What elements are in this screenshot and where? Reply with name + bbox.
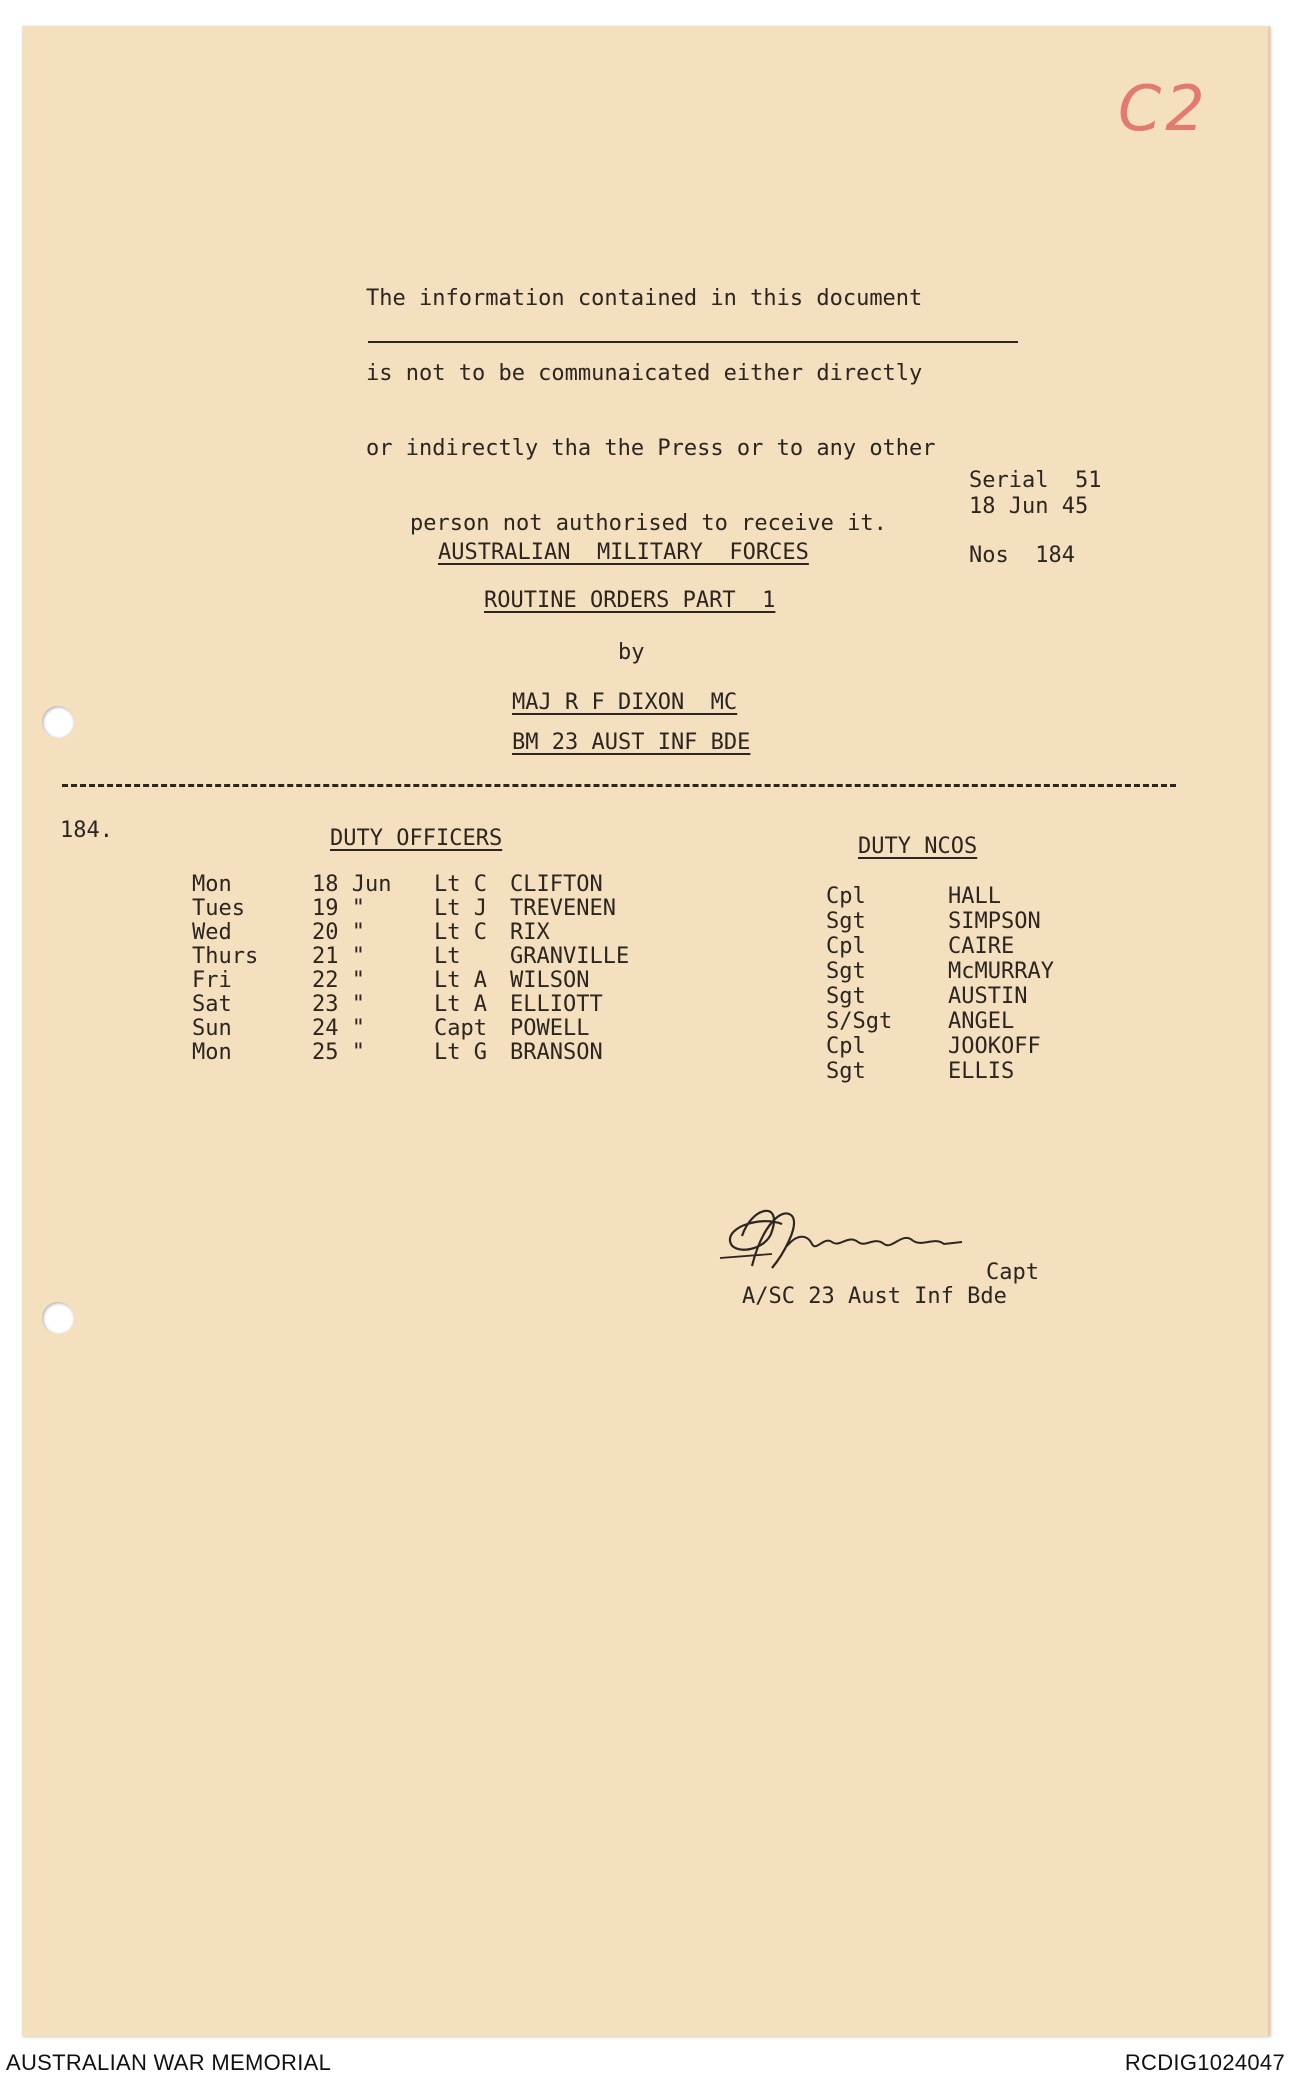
officer-name: POWELL	[510, 1016, 590, 1041]
notice-line-2: is not to be communaicated either directly	[366, 361, 923, 386]
date: 21 "	[312, 944, 365, 969]
notice-underline	[368, 341, 1018, 343]
duty-ncos-title: DUTY NCOS	[858, 834, 978, 859]
order-number: 184.	[60, 818, 113, 843]
rank: Capt	[434, 1016, 487, 1041]
rank: Cpl	[826, 1034, 866, 1059]
punch-hole-top	[42, 706, 74, 738]
officer-name: BRANSON	[510, 1040, 603, 1065]
notice-line-4: person not authorised to receive it.	[410, 511, 887, 536]
handwritten-signature	[712, 1196, 1012, 1296]
nos-number: Nos 184	[969, 543, 1075, 568]
confidentiality-notice	[366, 236, 936, 561]
nco-name: CAIRE	[948, 934, 1015, 959]
date: 22 "	[312, 968, 365, 993]
heading-officer: MAJ R F DIXON MC	[512, 690, 738, 715]
punch-hole-bottom	[42, 1302, 74, 1334]
day: Tues	[192, 896, 245, 921]
date: 20 "	[312, 920, 365, 945]
day: Mon	[192, 1040, 232, 1065]
nco-name: ELLIS	[948, 1059, 1015, 1084]
table-row	[826, 1059, 1015, 1159]
day: Fri	[192, 968, 232, 993]
rank: Sgt	[826, 959, 866, 984]
signatory-rank: Capt	[986, 1260, 1039, 1285]
rank: S/Sgt	[826, 1009, 893, 1034]
notice-line-3: or indirectly tha the Press or to any other	[366, 436, 936, 461]
footer-identifier: RCDIG1024047	[1124, 2050, 1285, 2075]
rank: Sgt	[826, 909, 866, 934]
rank: Sgt	[826, 1059, 866, 1084]
nco-name: JOOKOFF	[948, 1034, 1041, 1059]
serial-number: Serial 51	[969, 468, 1102, 493]
officer-name: ELLIOTT	[510, 992, 603, 1017]
officer-name: GRANVILLE	[510, 944, 630, 969]
rank: Cpl	[826, 884, 866, 909]
rank: Cpl	[826, 934, 866, 959]
footer-source: AUSTRALIAN WAR MEMORIAL	[6, 2050, 332, 2075]
date: 24 "	[312, 1016, 365, 1041]
duty-officers-title: DUTY OFFICERS	[330, 826, 503, 851]
day: Sun	[192, 1016, 232, 1041]
nco-name: HALL	[948, 884, 1001, 909]
rank: Lt	[434, 944, 461, 969]
heading-unit: BM 23 AUST INF BDE	[512, 730, 751, 755]
date: 25 "	[312, 1040, 365, 1065]
day: Mon	[192, 872, 232, 897]
rank: Lt C	[434, 872, 487, 897]
officer-name: WILSON	[510, 968, 590, 993]
rank: Lt A	[434, 968, 487, 993]
handwritten-mark: C2	[1118, 72, 1209, 145]
nco-name: AUSTIN	[948, 984, 1028, 1009]
rank: Lt J	[434, 896, 487, 921]
rank: Lt G	[434, 1040, 487, 1065]
order-date: 18 Jun 45	[969, 494, 1089, 519]
section-divider	[62, 784, 1176, 787]
nco-name: McMURRAY	[948, 959, 1054, 984]
nco-name: ANGEL	[948, 1009, 1015, 1034]
day: Sat	[192, 992, 232, 1017]
table-row	[192, 1040, 603, 1190]
heading-forces: AUSTRALIAN MILITARY FORCES	[438, 540, 809, 565]
date: 18 Jun	[312, 872, 392, 897]
day: Wed	[192, 920, 232, 945]
rank: Lt A	[434, 992, 487, 1017]
date: 23 "	[312, 992, 365, 1017]
officer-name: RIX	[510, 920, 550, 945]
officer-name: TREVENEN	[510, 896, 616, 921]
notice-line-1: The information contained in this document	[366, 286, 923, 311]
rank: Lt C	[434, 920, 487, 945]
day: Thurs	[192, 944, 259, 969]
nco-name: SIMPSON	[948, 909, 1041, 934]
officer-name: CLIFTON	[510, 872, 603, 897]
rank: Sgt	[826, 984, 866, 1009]
heading-by: by	[618, 640, 645, 665]
date: 19 "	[312, 896, 365, 921]
signatory-appointment: A/SC 23 Aust Inf Bde	[742, 1284, 1007, 1309]
heading-routine-orders: ROUTINE ORDERS PART 1	[484, 588, 776, 613]
